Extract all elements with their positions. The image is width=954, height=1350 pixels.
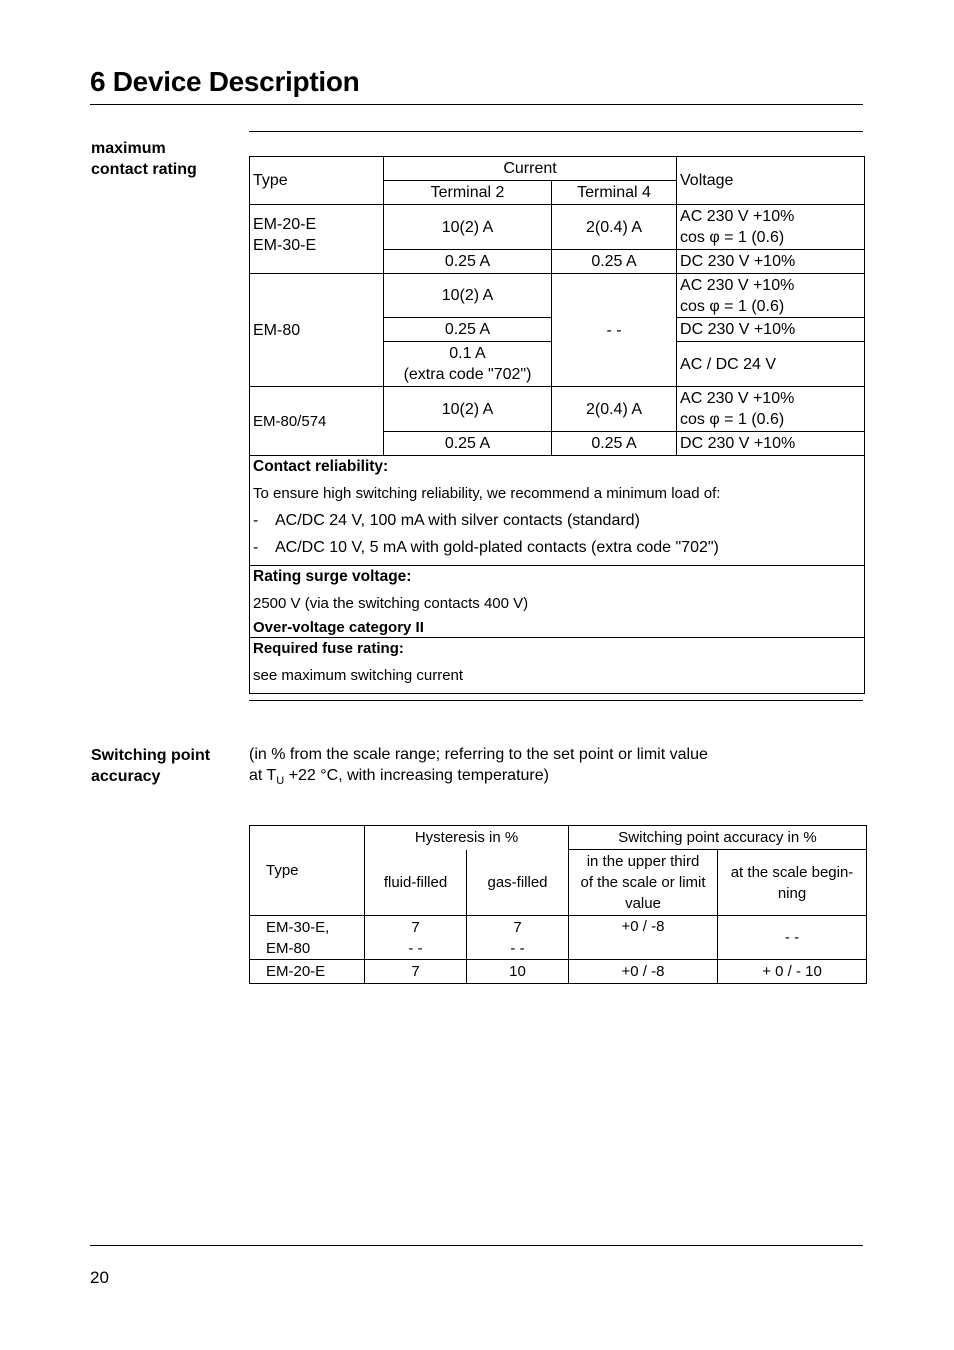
col-type: Type <box>250 157 384 205</box>
intro-line: (in % from the scale range; referring to the set point or limit value <box>249 746 708 763</box>
table-row <box>250 387 865 432</box>
terminal2-cell: 10(2) A <box>384 205 552 250</box>
voltage-cell: DC 230 V +10% <box>677 250 865 274</box>
terminal4-cell: 0.25 A <box>552 250 677 274</box>
fuse-title: Required fuse rating: <box>253 640 404 657</box>
reliability-text: To ensure high switching reliability, we recommend a minimum load of: <box>253 485 721 502</box>
col-voltage: Voltage <box>677 157 865 205</box>
voltage-cell <box>677 205 865 250</box>
col-terminal2: Terminal 2 <box>384 181 552 205</box>
terminal2-cell: 0.25 A <box>384 250 552 274</box>
reliability-title: Contact reliability: <box>253 458 389 475</box>
header-line: at the scale begin- <box>730 863 854 881</box>
voltage-line: cos φ = 1 (0.6) <box>680 229 785 246</box>
type-line: EM-30-E, <box>266 918 330 936</box>
bullet-dash: - <box>253 512 259 529</box>
terminal2-cell <box>384 342 552 387</box>
table-row <box>250 916 867 960</box>
surge-voltage-row <box>250 566 865 638</box>
terminal2-line: (extra code "702") <box>403 366 532 383</box>
section-top-rule <box>249 131 863 132</box>
reliability-bullet <box>253 531 861 565</box>
fluid-cell <box>365 916 467 960</box>
voltage-cell <box>677 387 865 432</box>
gas-cell <box>467 916 569 960</box>
accuracy-label <box>91 745 241 787</box>
label-line: maximum <box>91 140 166 157</box>
surge-title: Rating surge voltage: <box>253 568 412 585</box>
accuracy-intro <box>249 744 708 792</box>
upper-third-cell: +0 / -8 <box>569 960 718 984</box>
voltage-cell <box>677 274 865 318</box>
col-type: Type <box>250 826 365 916</box>
terminal2-cell: 0.25 A <box>384 318 552 342</box>
header-line: ning <box>777 884 807 902</box>
col-current: Current <box>384 157 677 181</box>
label-line: accuracy <box>91 768 161 785</box>
col-hysteresis: Hysteresis in % <box>365 826 569 850</box>
voltage-line: AC 230 V +10% <box>680 390 795 407</box>
type-cell: EM-20-E <box>250 960 365 984</box>
terminal4-cell: - - <box>552 274 677 387</box>
value-line: 7 <box>513 918 522 936</box>
terminal4-cell: 2(0.4) A <box>552 387 677 432</box>
contact-rating-label <box>91 138 241 180</box>
reliability-bullet <box>253 511 861 531</box>
fuse-rating-row <box>250 638 865 694</box>
terminal4-cell: 2(0.4) A <box>552 205 677 250</box>
terminal4-cell: 0.25 A <box>552 432 677 456</box>
type-cell <box>250 205 384 274</box>
terminal2-cell: 10(2) A <box>384 274 552 318</box>
contact-reliability-row <box>250 456 865 566</box>
col-switching-accuracy: Switching point accuracy in % <box>569 826 867 850</box>
contact-rating-table <box>249 156 865 694</box>
header-line: value <box>625 895 661 912</box>
table-row <box>250 205 865 250</box>
type-cell: EM-80/574 <box>250 387 384 456</box>
page-number: 20 <box>90 1268 109 1287</box>
terminal2-cell: 10(2) A <box>384 387 552 432</box>
bullet-dash: - <box>253 539 259 556</box>
voltage-cell: DC 230 V +10% <box>677 432 865 456</box>
voltage-cell: AC / DC 24 V <box>677 342 865 387</box>
col-scale-begin <box>718 850 867 916</box>
footer-rule <box>90 1245 863 1246</box>
scale-begin-cell: - - <box>718 916 867 960</box>
table-row <box>250 274 865 318</box>
gas-cell: 10 <box>467 960 569 984</box>
surge-category: Over-voltage category II <box>253 619 424 636</box>
scale-begin-cell: + 0 / - 10 <box>718 960 867 984</box>
type-cell: EM-80 <box>250 274 384 387</box>
intro-text: +22 °C, with increasing temperature) <box>284 767 549 784</box>
voltage-line: cos φ = 1 (0.6) <box>680 297 785 315</box>
header-line: of the scale or limit <box>580 874 706 891</box>
table-row <box>250 960 867 984</box>
voltage-line: AC 230 V +10% <box>680 208 795 225</box>
voltage-cell: DC 230 V +10% <box>677 318 865 342</box>
label-line: Switching point <box>91 747 211 764</box>
bullet-text: AC/DC 10 V, 5 mA with gold-plated contacts (extra code "702") <box>275 539 719 556</box>
intro-line <box>249 765 708 792</box>
intro-text: at T <box>249 767 277 784</box>
voltage-line: AC 230 V +10% <box>680 276 795 294</box>
section-title: 6 Device Description <box>90 66 360 97</box>
intro-subscript: U <box>276 775 285 788</box>
value-line: - - <box>510 939 525 957</box>
heading-rule <box>90 104 863 105</box>
bullet-text: AC/DC 24 V, 100 mA with silver contacts (standard) <box>275 512 640 529</box>
type-line: EM-80 <box>266 939 311 957</box>
col-terminal4: Terminal 4 <box>552 181 677 205</box>
type-cell <box>250 916 365 960</box>
upper-third-cell: +0 / -8 <box>569 916 718 960</box>
value-line: - - <box>408 939 423 957</box>
col-gas-filled: gas-filled <box>467 850 569 916</box>
terminal2-cell: 0.25 A <box>384 432 552 456</box>
header-line: in the upper third <box>586 853 700 870</box>
accuracy-table <box>249 825 867 984</box>
fluid-cell: 7 <box>365 960 467 984</box>
type-line: EM-30-E <box>253 237 317 254</box>
terminal2-line: 0.1 A <box>449 345 486 362</box>
voltage-line: cos φ = 1 (0.6) <box>680 411 785 428</box>
col-fluid-filled: fluid-filled <box>365 850 467 916</box>
col-upper-third <box>569 850 718 916</box>
section-bottom-rule <box>249 700 863 701</box>
fuse-text: see maximum switching current <box>253 667 464 684</box>
label-line: contact rating <box>91 161 197 178</box>
type-line: EM-20-E <box>253 216 317 233</box>
value-line: 7 <box>411 918 420 936</box>
surge-text: 2500 V (via the switching contacts 400 V) <box>253 595 529 612</box>
